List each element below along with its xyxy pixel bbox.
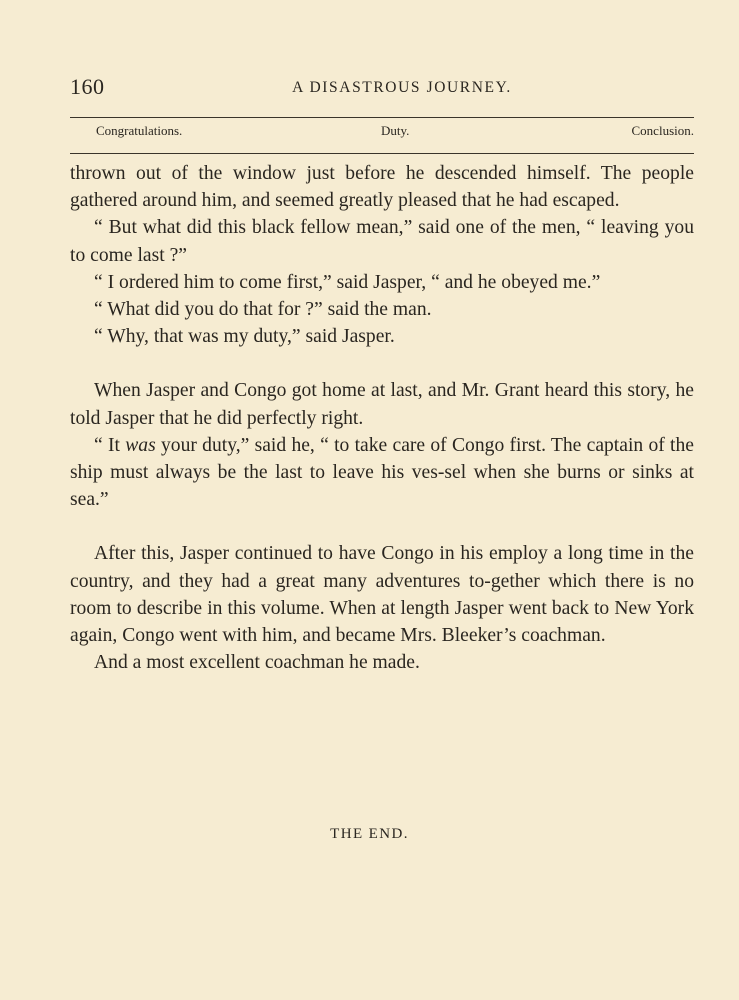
page-number: 160 <box>70 74 105 99</box>
paragraph-text: your duty,” said he, “ to take care of Congo first. The captain of the ship must always be the last to leave his ves-sel when she burns or sinks at sea.” <box>70 434 694 511</box>
topic-line <box>96 123 694 145</box>
topic-congratulations: Congratulations. <box>96 123 183 138</box>
paragraph: “ Why, that was my duty,” said Jasper. <box>94 326 395 348</box>
paragraph: When Jasper and Congo got home at last, and Mr. Grant heard this story, he told Jasper that he did perfectly right. <box>70 380 694 429</box>
paragraph <box>70 432 694 514</box>
header-rule-bottom <box>70 153 694 154</box>
running-head <box>70 74 694 106</box>
emphasized-word: was <box>125 434 156 456</box>
book-title: A DISASTROUS JOURNEY. <box>292 79 512 96</box>
paragraph: And a most excellent coachman he made. <box>94 652 420 674</box>
header-rule-top <box>70 117 694 118</box>
paragraph-text: “ It <box>94 434 126 456</box>
body-text <box>70 160 694 676</box>
paragraph: After this, Jasper continued to have Congo in his employ a long time in the country, and they had a great many adventures to-gether which there is no room to describe in this volume. When at length Jasper went back to New York again, Congo went with him, and became Mrs. Bleeker’s coachman. <box>70 543 694 647</box>
paragraph: “ But what did this black fellow mean,” said one of the men, “ leaving you to come last ?” <box>70 217 694 266</box>
topic-duty: Duty. <box>381 123 410 138</box>
the-end: THE END. <box>330 826 409 842</box>
topic-conclusion: Conclusion. <box>631 123 694 138</box>
paragraph: “ I ordered him to come first,” said Jasper, “ and he obeyed me.” <box>94 271 601 293</box>
paragraph: thrown out of the window just before he descended himself. The people gathered around him, and seemed greatly pleased that he had escaped. <box>70 163 694 212</box>
paragraph: “ What did you do that for ?” said the man. <box>94 299 432 321</box>
